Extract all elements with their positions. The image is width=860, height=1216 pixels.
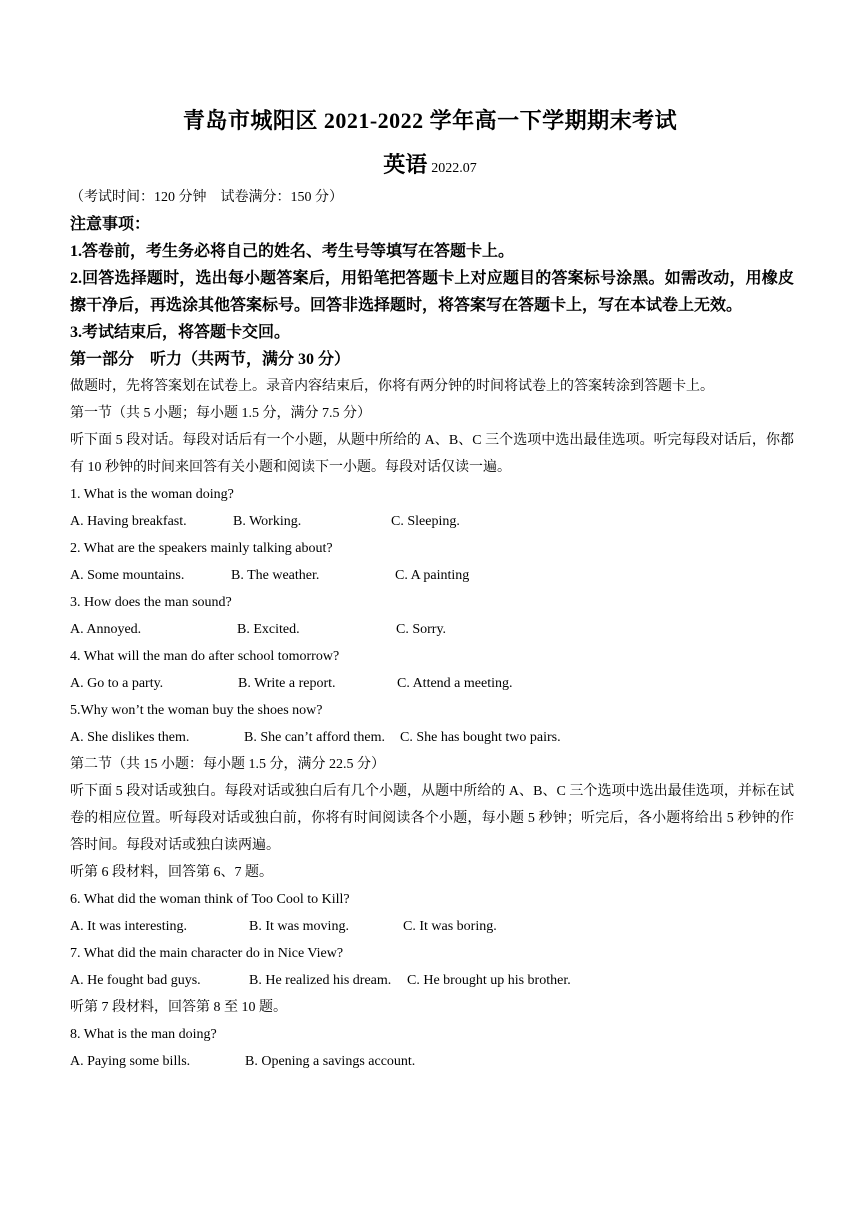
option-a: A. Annoyed. <box>70 622 142 637</box>
question-4 <box>70 643 794 697</box>
option-a: A. She dislikes them. <box>70 730 190 745</box>
material-7-label: 听第 7 段材料，回答第 8 至 10 题。 <box>70 1000 287 1015</box>
question-options <box>70 508 794 535</box>
question-text: 2. What are the speakers mainly talking about? <box>70 541 333 556</box>
option-a: A. It was interesting. <box>70 919 188 934</box>
section1-instruction: 听下面 5 段对话。每段对话后有一个小题，从题中所给的 A、B、C 三个选项中选出最佳选项。听完每段对话后，你都有 10 秒钟的时间来回答有关小题和阅读下一小题。每段对话仅读一遍。 <box>70 433 794 475</box>
option-c: C. Attend a meeting. <box>397 676 513 691</box>
section2-heading: 第二节（共 15 小题：每小题 1.5 分，满分 22.5 分） <box>70 757 385 772</box>
note-item-1: 1.答卷前，考生务必将自己的姓名、考生号等填写在答题卡上。 <box>70 243 515 260</box>
question-6 <box>70 886 794 940</box>
question-2 <box>70 535 794 589</box>
option-a: A. Paying some bills. <box>70 1054 191 1069</box>
option-a: A. Go to a party. <box>70 676 164 691</box>
question-text: 7. What did the main character do in Nice View? <box>70 946 344 961</box>
option-c: C. It was boring. <box>403 919 497 934</box>
question-options <box>70 616 794 643</box>
material-6-label: 听第 6 段材料，回答第 6、7 题。 <box>70 865 273 880</box>
option-b: B. Working. <box>233 514 302 529</box>
question-options <box>70 670 794 697</box>
option-a: A. He fought bad guys. <box>70 973 201 988</box>
question-5 <box>70 697 794 751</box>
part1-heading: 第一部分 听力（共两节，满分 30 分） <box>70 351 351 368</box>
option-b: B. She can’t afford them. <box>244 730 386 745</box>
note-item-2: 2.回答选择题时，选出每小题答案后，用铅笔把答题卡上对应题目的答案标号涂黑。如需改动，用橡皮擦干净后，再选涂其他答案标号。回答非选择题时，将答案写在答题卡上，写在本试卷上无效。 <box>70 270 794 314</box>
option-b: B. The weather. <box>231 568 320 583</box>
question-8 <box>70 1021 794 1075</box>
question-options <box>70 967 794 994</box>
exam-info: （考试时间：120 分钟 试卷满分：150 分） <box>70 190 343 205</box>
section2-instruction: 听下面 5 段对话或独白。每段对话或独白后有几个小题，从题中所给的 A、B、C 三个选项中选出最佳选项，并标在试卷的相应位置。听每段对话或独白前，你将有时间阅读各个小题，每小题 5 秒钟；听完后，各小题将给出 5 秒钟的作答时间。每段对话或独白读两遍。 <box>70 784 794 853</box>
question-text: 4. What will the man do after school tomorrow? <box>70 649 340 664</box>
option-c: C. Sorry. <box>396 622 447 637</box>
question-text: 5.Why won’t the woman buy the shoes now? <box>70 703 323 718</box>
exam-subject <box>0 148 860 179</box>
option-c: C. Sleeping. <box>391 514 460 529</box>
question-options <box>70 562 794 589</box>
notes-heading: 注意事项： <box>70 216 151 233</box>
section1-heading: 第一节（共 5 小题；每小题 1.5 分，满分 7.5 分） <box>70 406 371 421</box>
question-options <box>70 913 794 940</box>
option-b: B. He realized his dream. <box>249 973 392 988</box>
option-a: A. Having breakfast. <box>70 514 187 529</box>
question-text: 3. How does the man sound? <box>70 595 232 610</box>
exam-title: 青岛市城阳区 2021-2022 学年高一下学期期末考试 <box>182 108 678 133</box>
option-c: C. A painting <box>395 568 470 583</box>
question-1 <box>70 481 794 535</box>
note-item-3: 3.考试结束后，将答题卡交回。 <box>70 324 291 341</box>
subject-name: 英语 <box>383 152 428 177</box>
option-b: B. Excited. <box>237 622 300 637</box>
question-7 <box>70 940 794 994</box>
option-b: B. It was moving. <box>249 919 349 934</box>
question-text: 1. What is the woman doing? <box>70 487 234 502</box>
exam-body <box>70 184 794 1075</box>
question-text: 8. What is the man doing? <box>70 1027 217 1042</box>
question-text: 6. What did the woman think of Too Cool to Kill? <box>70 892 350 907</box>
question-3 <box>70 589 794 643</box>
option-b: B. Opening a savings account. <box>245 1054 416 1069</box>
question-options <box>70 1048 794 1075</box>
exam-date: 2022.07 <box>431 161 477 176</box>
part1-instruction: 做题时，先将答案划在试卷上。录音内容结束后，你将有两分钟的时间将试卷上的答案转涂到答题卡上。 <box>70 379 714 394</box>
option-c: C. She has bought two pairs. <box>400 730 561 745</box>
question-options <box>70 724 794 751</box>
option-a: A. Some mountains. <box>70 568 185 583</box>
option-c: C. He brought up his brother. <box>407 973 571 988</box>
option-b: B. Write a report. <box>238 676 336 691</box>
